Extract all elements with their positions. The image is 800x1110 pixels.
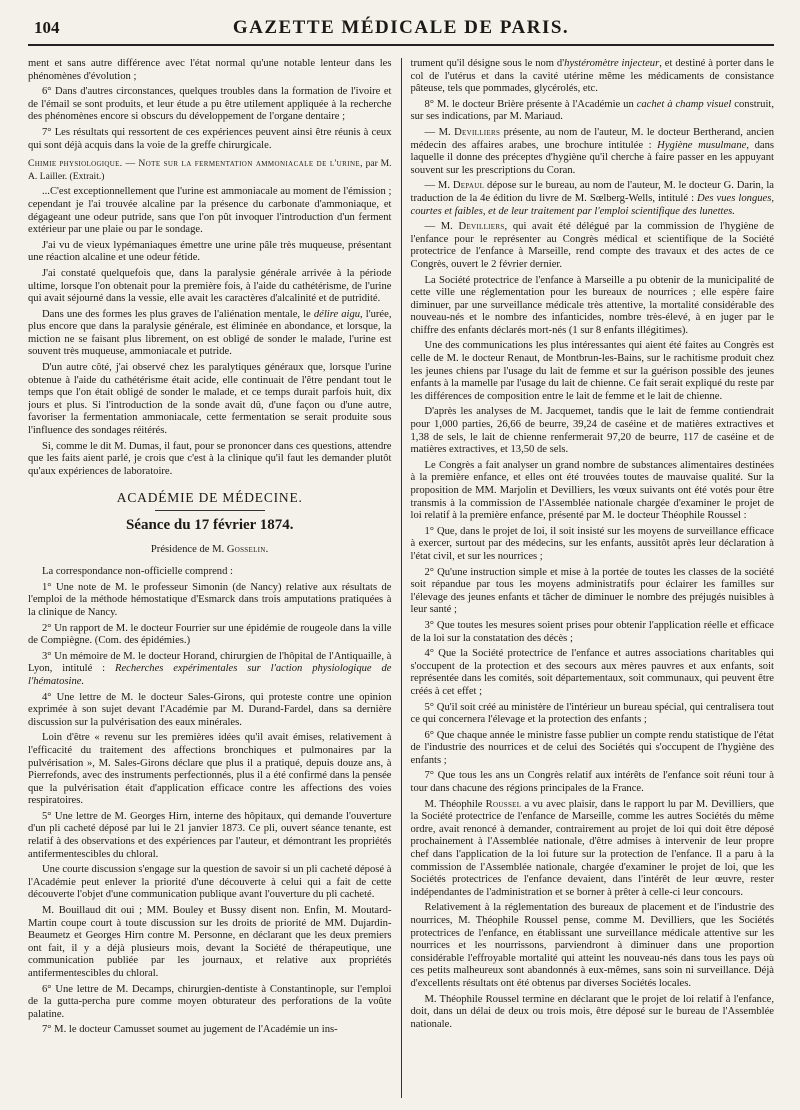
- text-columns: [28, 58, 774, 1098]
- paragraph: Loin d'être « revenu sur les premières idées qu'il avait émises, relativement à l'efficacité du traitement des affections bronchiques et pulmonaires par la pulvérisation », M. Sales-Girons déclare que plus il a pratiqué, depuis douze ans, à Pierrefonds, avec des instruments perfectionnés, plus il a été confirmé dans la pensée que la pulvérisation était d'application efficace contre les affections des voies respiratoires.: [28, 732, 392, 807]
- correspondence-item: 1° Une note de M. le professeur Simonin (de Nancy) relative aux résultats de l'emploi de la méthode hémostatique d'Esmarck dans trois amputations pratiquées à la clinique de Nancy.: [28, 581, 392, 618]
- text-run: trument qu'il désigne sous le nom d': [410, 58, 565, 69]
- paragraph: M. Bouillaud dit oui ; MM. Bouley et Bussy disent non. Enfin, M. Moutard-Martin coupe court à toute discussion sur les droits de priorité de MM. Dujardin-Beaumetz et Georges Hirn contre M. Personne, en déclarant que les deux premiers ont fait, il y a déjà plusieurs mois, devant la Société de thérapeutique, une communication publiée par les journaux, et relative aux propriétés antifermentescibles du chloral.: [28, 905, 392, 979]
- text-run: , et destiné à porter dans le col de l'utérus et dans la cavité utérine même les médicaments de consistance pâteuse, tels que pommades, glycérolés, etc.: [410, 58, 774, 95]
- paragraph: 7° Les résultats qui ressortent de ces expériences peuvent ainsi être réunis à ceux qui sont déjà acquis dans la voie de la greffe chirurgicale.: [28, 126, 392, 151]
- correspondence-item: 2° Un rapport de M. le docteur Fourrier sur une épidémie de rougeole dans la ville de Compiègne. (Com. des épidémies.): [28, 622, 392, 647]
- paragraph: ...C'est exceptionnellement que l'urine est ammoniacale au moment de l'émission ; cependant je l'ai trouvée alcaline par la présence du carbonate d'ammoniaque, et dégageant une odeur putride, sans que l'on pût invoquer l'introduction d'un ferment extérieur par une plaie ou par le sondage.: [28, 186, 392, 236]
- wish-item: 3° Que toutes les mesures soient prises pour obtenir l'application réelle et efficace de la loi sur la constatation des décès ;: [410, 619, 774, 644]
- text-run: — M.: [424, 126, 455, 138]
- rubric-author: par M. A. Lailler. (Extrait.): [28, 158, 392, 182]
- italic-title: Recherches expérimentales sur l'action physiologique de l'hématosine.: [28, 663, 392, 687]
- text-run: 3° Un mémoire de M. le docteur Horand, chirurgien de l'hôpital de l'Antiquaille, à Lyon, intitulé :: [28, 650, 392, 675]
- paragraph: 6° Dans d'autres circonstances, quelques troubles dans la formation de l'ivoire et de l'émail se sont produits, et leur étude a pu être utilement appliquée à la recherche des phénomènes encore si obscurs du développement de l'organe dentaire ;: [28, 86, 392, 123]
- paragraph: [411, 799, 775, 900]
- paragraph: [28, 309, 392, 359]
- speaker-name: Depaul: [452, 180, 485, 192]
- left-column: [28, 58, 401, 1098]
- paragraph: [411, 221, 775, 271]
- correspondence-intro: La correspondance non-officielle comprend :: [42, 566, 233, 578]
- journal-title: GAZETTE MÉDICALE DE PARIS.: [232, 17, 570, 38]
- text-run: présente, au nom de l'auteur, M. le docteur Bertherand, ancien médecin des affaires arabes, une brochure intitulée :: [410, 126, 774, 151]
- article-rubric: [28, 158, 392, 183]
- wish-item: 7° Que tous les ans un Congrès relatif aux intérêts de l'enfance soit réuni tour à tour dans chacune des régions principales de la France.: [410, 770, 774, 795]
- presidency-line: [28, 544, 392, 557]
- text-run: , l'urée, plus encore que dans la paralysie générale, est éliminée en abondance, et lorsque, la miction ne se faisant plus librement, on est obligé de sonder le malade, l'urine est souvent très muqueuse, ammoniacale et putride.: [28, 308, 392, 358]
- correspondence-item: 5° Une lettre de M. Georges Hirn, interne des hôpitaux, qui demande l'ouverture d'un pli cacheté déposé par lui le 21 janvier 1873. Ce pli, ouvert séance tenante, est relatif à des observations et des expériences par l'auteur, et démontrant les propriétés antifermentescibles du chloral.: [28, 810, 392, 860]
- italic-term: hystéromètre injecteur: [564, 58, 660, 69]
- italic-term: cachet à champ visuel: [636, 98, 732, 110]
- heading-rule: [155, 510, 265, 511]
- speaker-name: Devilliers: [454, 126, 501, 138]
- paragraph: ment et sans autre différence avec l'état normal qu'une notable lenteur dans les phénomènes d'évolution ;: [28, 58, 392, 82]
- wish-item: 2° Qu'une instruction simple et mise à la portée de toutes les classes de la société soit répandue par tous les moyens administratifs pour éclairer les familles sur l'élevage des jeunes enfants et tâcher de diminuer le nombre des préjugés nuisibles à leur santé ;: [410, 566, 774, 616]
- president-name: Gosselin.: [226, 543, 269, 555]
- text-run: 8° M. le docteur Brière présente à l'Académie un: [424, 98, 637, 110]
- paragraph: Si, comme le dit M. Dumas, il faut, pour se prononcer dans ces questions, attendre que les faits aient parlé, je crois que c'est à la clinique qu'il faut les demander plutôt qu'aux expériences de laboratoire.: [28, 440, 392, 477]
- text-run: — M.: [424, 180, 453, 192]
- paragraph: Relativement à la réglementation des bureaux de placement et de l'industrie des nourrices, M. Théophile Roussel pense, comme M. Devilliers, que les Sociétés protectrices de l'enfance, en établissant une surveillance médicale attentive sur les nourrices et les nourrissons, parviendront à diminuer dans une proportion considérable l'effroyable mortalité qui atteint les nouveau-nés dans tous les pays où ces petits malheureux sont abandonnés à eux-mêmes, sans soin ni surveillance. Déjà d'excellents résultats ont été obtenus par diverses Sociétés locales.: [410, 902, 774, 989]
- section-heading-text: ACADÉMIE DE MÉDECINE.: [116, 490, 303, 506]
- paragraph: D'un autre côté, j'ai observé chez les paralytiques généraux que, lorsque l'urine obtenue à l'aide du cathétérisme était acide, elle continuait de l'être pendant tout le temps que l'on était obligé de sonder le malade, et ce temps durait parfois huit, dix jours et plus. Si l'introduction de la sonde avait dû, d'une façon ou d'une autre, favoriser la fermentation ammoniacale, cette fermentation se serait produite sous l'influence des sondages réitérés.: [28, 362, 392, 437]
- paragraph: Le Congrès a fait analyser un grand nombre de substances alimentaires destinées à la première enfance, et elles ont été trouvées toutes de mauvaise qualité. Sur la proposition de MM. Marjolin et Devilliers, les vœux suivants ont été votés pour être transmis à la commission de l'Assemblée nationale chargée d'examiner le projet de loi relatif à la première enfance, présenté par M. le docteur Théophile Roussel :: [410, 459, 774, 522]
- text-run: Dans une des formes les plus graves de l'aliénation mentale, le: [42, 308, 314, 320]
- text-run: , dans laquelle il donne des préceptes d'hygiène qu'il cherche à faire passer en les appuyant souvent sur les prescriptions du Coran.: [410, 139, 774, 176]
- paragraph: [411, 127, 775, 177]
- paragraph: [411, 58, 775, 96]
- paragraph: J'ai vu de vieux lypémaniaques émettre une urine pâle très muqueuse, présentant une réaction alcaline et une odeur fétide.: [28, 239, 392, 264]
- rubric-title: Note sur la fermentation ammoniacale de l'urine,: [138, 158, 363, 170]
- correspondence-item: [28, 651, 392, 689]
- page-header: [28, 14, 774, 46]
- rubric-section: Chimie physiologique. —: [28, 158, 139, 170]
- paragraph: [411, 180, 775, 218]
- correspondence-item: 7° M. le docteur Camusset soumet au jugement de l'Académie un ins-: [42, 1024, 338, 1036]
- right-column: [401, 58, 775, 1098]
- wish-item: 1° Que, dans le projet de loi, il soit insisté sur les moyens de surveillance efficace à exercer, surtout par des médecins, sur les enfants, aussitôt après leur déclaration à l'état civil, et sur les nourrices ;: [410, 525, 774, 562]
- italic-title: Des vues longues, courtes et faibles, et de leur traitement par l'emploi scientifique des lunettes.: [410, 192, 774, 217]
- speaker-name: Roussel: [485, 798, 522, 810]
- correspondence-item: 6° Une lettre de M. Decamps, chirurgien-dentiste à Constantinople, sur l'emploi de la gutta-percha pure comme moyen obturateur des perforations de la voûte palatine.: [28, 983, 392, 1020]
- paragraph: Une des communications les plus intéressantes qui aient été faites au Congrès est celle de M. le docteur Renaut, de Montbrun-les-Bains, sur le rachitisme produit chez les jeunes chiens par l'usage du lait de femme et sur la guérison possible des jeunes enfants à la mamelle par l'usage du lait de chienne. Ce fait serait expliqué du reste par les différences de composition entre le lait de femme et le lait de chienne.: [410, 340, 774, 402]
- wish-item: 6° Que chaque année le ministre fasse publier un compte rendu statistique de l'état de l'industrie des nourrices et de celui des Sociétés qui s'occupent de l'hygiène des enfants ;: [410, 729, 774, 766]
- paragraph: M. Théophile Roussel termine en déclarant que le projet de loi relatif à l'enfance, doit, dans un délai de deux ou trois mois, être déposé sur le bureau de l'Assemblée nationale.: [410, 993, 774, 1030]
- text-run: construit, sur ses indications, par M. Mariaud.: [410, 98, 774, 123]
- italic-title: Hygiène musulmane: [657, 139, 747, 151]
- paragraph: D'après les analyses de M. Jacquemet, tandis que le lait de femme contiendrait pour 1,000 parties, 26,66 de beurre, 39,24 de caséine et de matières extractives et 1,38 de sels, le lait de chienne renfermerait 97,20 de beurre, 117 de caséine et de matières extractives, et 13,50 de sels.: [410, 406, 774, 456]
- text-run: dépose sur le bureau, au nom de l'auteur, M. le docteur G. Darin, la traduction de la 4e édition du livre de M. Sœlberg-Wells, intitulé :: [410, 180, 774, 204]
- paragraph: Une courte discussion s'engage sur la question de savoir si un pli cacheté déposé à l'Académie peut enlever la priorité d'une découverte à celui qui a fait de cette découverte l'objet d'une communication publique avant l'ouverture du pli cacheté.: [28, 864, 392, 901]
- paragraph: [411, 99, 775, 124]
- italic-term: délire aigu: [313, 308, 361, 320]
- page-number: 104: [34, 18, 60, 37]
- session-heading: Séance du 17 février 1874.: [125, 517, 294, 533]
- text-run: Présidence de M.: [150, 543, 227, 555]
- wish-item: 4° Que la Société protectrice de l'enfance et autres associations charitables qui s'occupent de la protection et des secours aux mères pauvres et aux enfants, soit représentée dans les comités, soit départementaux, soit communaux, qui peuvent être créés à cet effet ;: [410, 648, 774, 697]
- wish-item: 5° Qu'il soit créé au ministère de l'intérieur un bureau spécial, qui centralisera tout ce qui concernera l'élevage et la protection des enfants ;: [410, 701, 774, 726]
- paragraph: J'ai constaté quelquefois que, dans la paralysie générale arrivée à la période ultime, lorsque l'on obtenait pour la première fois, à l'aide du cathétérisme, de l'urine qui avait séjourné dans la vessie, elle avait les caractères d'alcalinité et de putridité.: [28, 267, 392, 305]
- speaker-name: Devilliers: [458, 221, 505, 233]
- correspondence-item: 4° Une lettre de M. le docteur Sales-Girons, qui proteste contre une opinion exprimée à son sujet devant l'Académie par M. Durand-Fardel, dans sa dernière discussion sur la pulvérisation des eaux minérales.: [28, 691, 392, 728]
- text-run: M. Théophile: [424, 798, 486, 810]
- text-run: — M.: [424, 221, 459, 233]
- paragraph: La Société protectrice de l'enfance à Marseille a pu obtenir de la municipalité de cette ville une réglementation pour les bureaux de nourrices ; elle espère faire diminuer, par une surveillance médicale très attentive, la mortalité considérable des nouveau-nés et le nombre des infanticides, nombre très-élevé, à en juger par le chiffre des enfants déclarés mort-nés (1 sur 8 enfants illégitimes).: [410, 274, 774, 336]
- text-run: , qui avait été délégué par la commission de l'hygiène de l'enfance pour le représenter au Congrès médical et scientifique de la Société protectrice de l'enfance à Marseille, rend compte des travaux et des actes de ce Congrès, ouvert le 2 février dernier.: [410, 221, 774, 270]
- text-run: a vu avec plaisir, dans le rapport lu par M. Devilliers, que la Société protectrice de l'enfance de Marseille, comme les autres Sociétés du même ordre, avait renoncé à demander, contrairement au projet de loi qui doit être déposé prochainement à l'Assemblée nationale, d'être admises à intervenir de leur propre chef dans l'application de la loi future sur la protection de l'enfance. Il a paru à la commission de l'Assemblée nationale, chargée d'examiner le projet de loi, que les Sociétés protectrices de l'enfance devaient, dans l'intérêt de leur œuvre, rester indépendantes de l'administration et se borner à prêter à celle-ci leur concours.: [410, 798, 774, 898]
- section-heading: [28, 492, 392, 511]
